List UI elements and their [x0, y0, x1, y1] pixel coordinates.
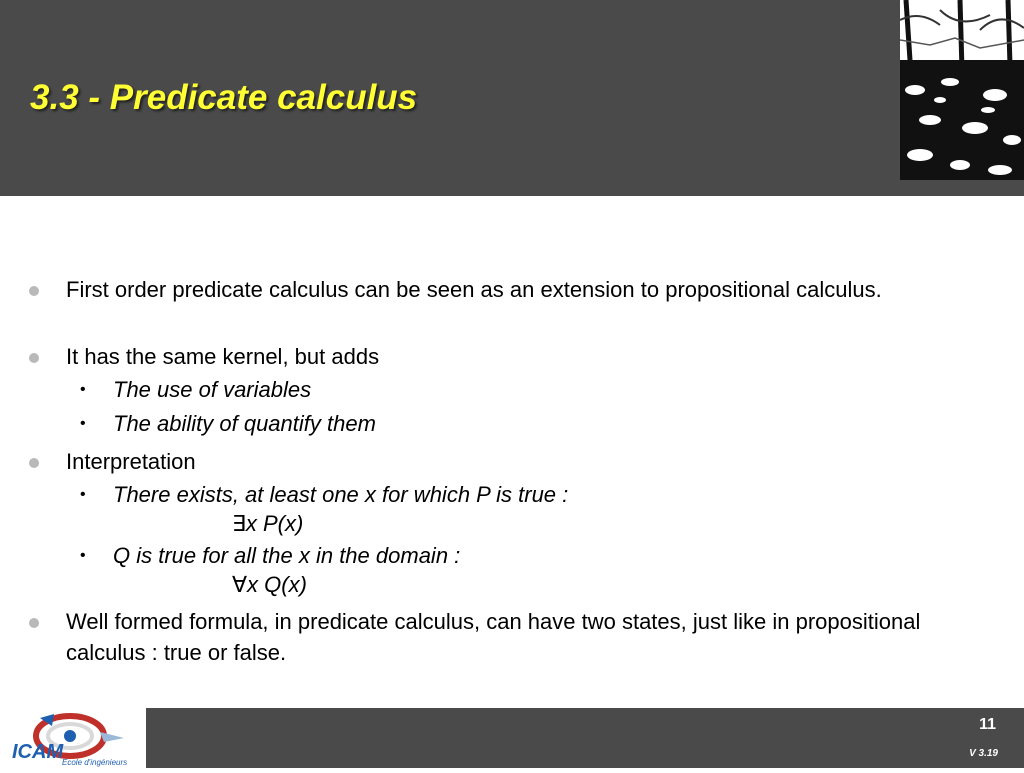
forest-sketch-image — [900, 0, 1024, 180]
bullet-text: It has the same kernel, but adds — [66, 344, 380, 369]
bullet-marker — [29, 458, 39, 468]
slide-header — [0, 0, 1024, 196]
bullet-marker — [29, 353, 39, 363]
sub-bullet-text: Q is true for all the x in the domain : — [113, 543, 461, 568]
logo-subtitle: Ecole d'ingénieurs — [62, 758, 128, 767]
icam-logo-graphic — [0, 708, 146, 768]
version-label: V 3.19 — [969, 748, 998, 759]
logo-name: ICAM — [12, 741, 64, 763]
slide-footer — [0, 708, 1024, 768]
sub-bullet-text: There exists, at least one x for which P is true : — [113, 482, 569, 507]
slide-title: 3.3 - Predicate calculus — [30, 78, 418, 117]
sub-bullet-marker: • — [80, 415, 86, 432]
sub-bullet-text: The use of variables — [113, 377, 312, 402]
sub-bullet-text: The ability of quantify them — [113, 411, 376, 436]
sub-bullet-marker: • — [80, 547, 86, 564]
bullet-text: First order predicate calculus can be seen as an extension to propositional calculus. — [66, 277, 882, 302]
icam-logo — [0, 708, 146, 768]
bullet-text: Well formed formula, in predicate calculus, can have two states, just like in propositional calculus : true or false. — [66, 609, 921, 665]
bullet-marker — [29, 286, 39, 296]
header-illustration — [900, 0, 1024, 180]
footer-bar — [146, 708, 1024, 768]
bullet-marker — [29, 618, 39, 628]
exists-formula: ∃x P(x) — [232, 511, 304, 536]
bullet-text: Interpretation — [66, 449, 196, 474]
page-number: 11 — [979, 716, 996, 733]
sub-bullet-marker: • — [80, 486, 86, 503]
forall-formula: ∀x Q(x) — [232, 572, 307, 597]
sub-bullet-marker: • — [80, 381, 86, 398]
